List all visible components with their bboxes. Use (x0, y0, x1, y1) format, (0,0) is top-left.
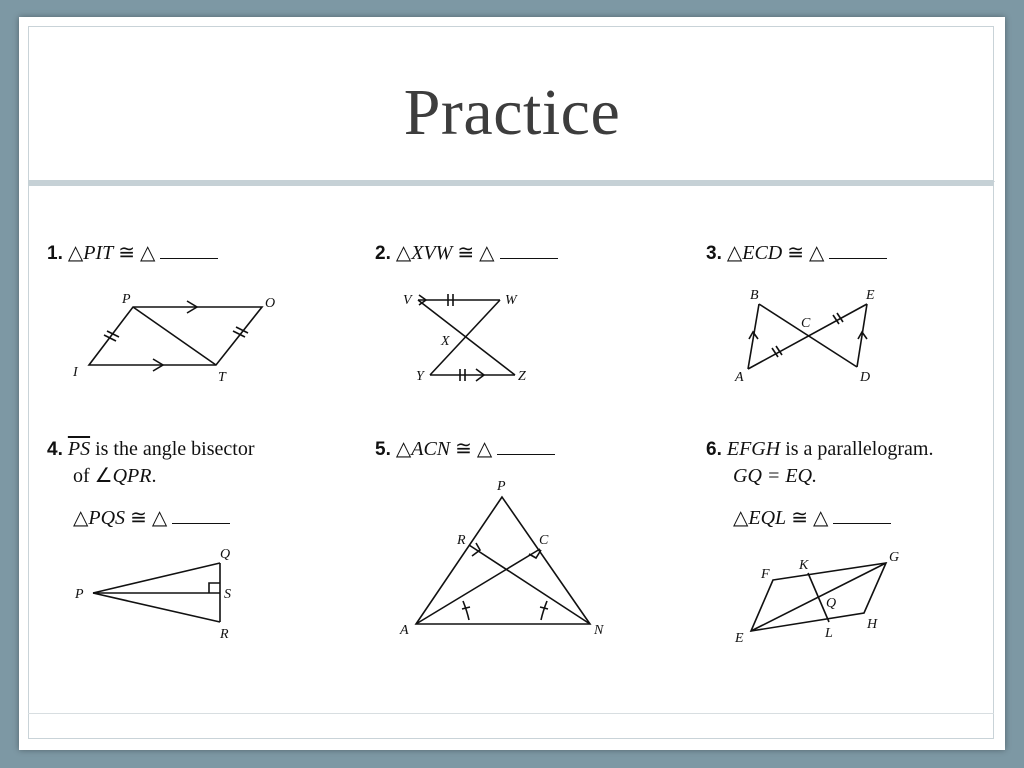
problem-4-question: △PQS ≅ △ (73, 505, 230, 532)
vertex-label: Q (826, 596, 837, 611)
vertex-label: R (457, 533, 466, 548)
vertex-label: E (735, 631, 744, 646)
vertex-label: C (539, 533, 549, 548)
vertex-label: P (75, 587, 84, 602)
vertex-label: F (761, 567, 770, 582)
vertex-label: R (220, 627, 229, 642)
problem-6-statement: 6. EFGH is a parallelogram. GQ = EQ. (706, 438, 934, 487)
vertex-label: H (867, 617, 878, 632)
vertex-label: G (889, 550, 900, 565)
vertex-label: E (866, 288, 875, 303)
vertex-label: T (218, 370, 226, 385)
slide-title: Practice (403, 76, 621, 149)
problem-3-statement: 3. △ECD ≅ △ (706, 240, 887, 267)
vertex-label: C (801, 316, 811, 331)
vertex-label: P (497, 479, 506, 494)
vertex-label: P (122, 292, 131, 307)
vertex-label: Z (518, 369, 526, 384)
vertex-label: O (265, 296, 276, 311)
vertex-label: W (505, 293, 517, 308)
problem-1-statement: 1. △PIT ≅ △ (47, 240, 218, 267)
problem-4-statement: 4. $\overline{PS}$ is the angle bisector of ∠QPR. (47, 438, 255, 487)
problem-5-statement: 5. △ACN ≅ △ (375, 436, 555, 463)
vertex-label: B (750, 288, 759, 303)
problem-6-question: △EQL ≅ △ (733, 505, 891, 532)
vertex-label: A (735, 370, 744, 385)
vertex-label: K (799, 558, 809, 573)
vertex-label: V (403, 293, 412, 308)
vertex-label: Q (220, 547, 231, 562)
vertex-label: N (594, 623, 604, 638)
vertex-label: A (400, 623, 409, 638)
vertex-label: X (441, 334, 450, 349)
problem-2-statement: 2. △XVW ≅ △ (375, 240, 558, 267)
vertex-label: I (73, 365, 78, 380)
vertex-label: D (860, 370, 871, 385)
vertex-label: S (224, 587, 231, 602)
vertex-label: Y (416, 369, 424, 384)
vertex-label: L (825, 626, 833, 641)
